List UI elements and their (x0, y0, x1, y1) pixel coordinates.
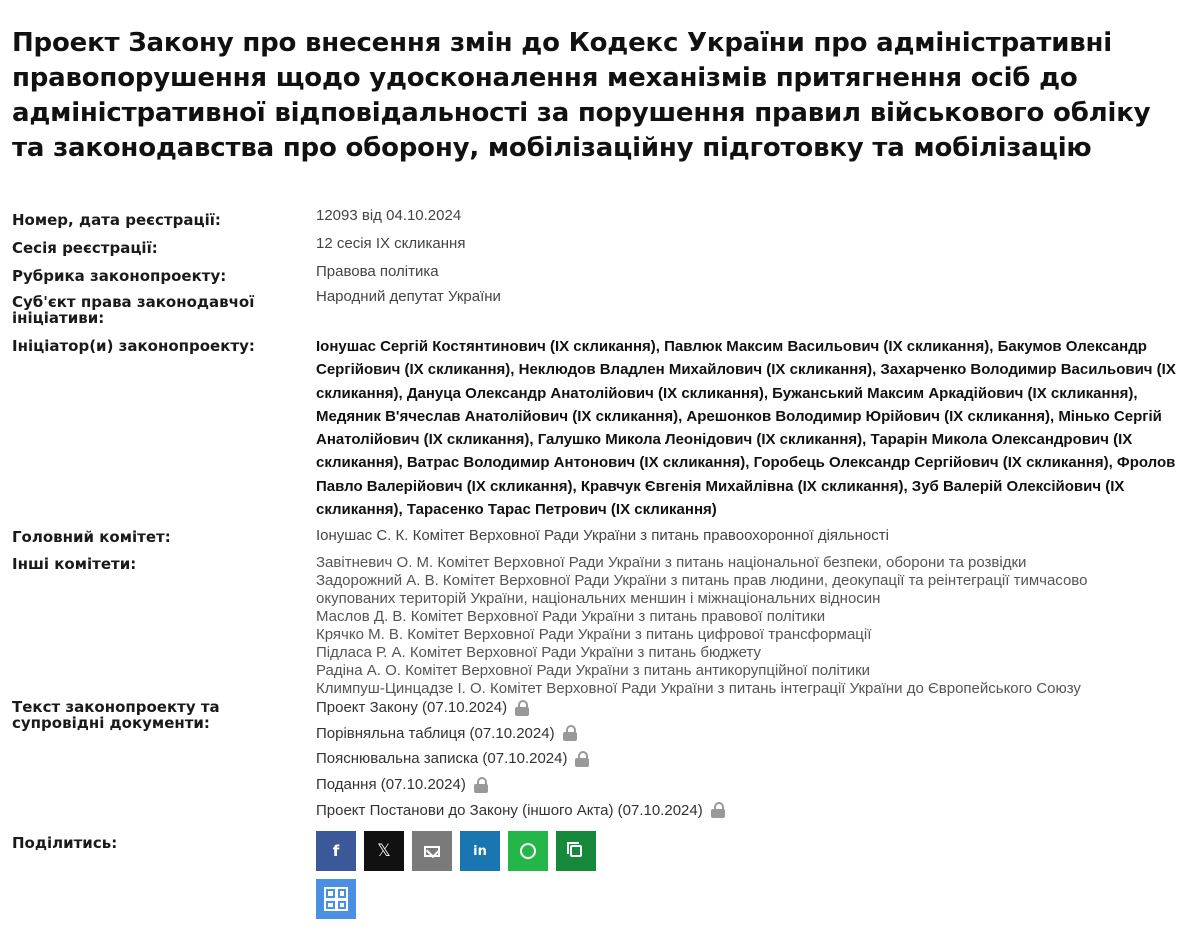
document-link[interactable] (316, 772, 1189, 798)
other-committees-label: Інші комітети: (12, 555, 137, 573)
rubric-label: Рубрика законопроекту: (12, 267, 227, 285)
subject-value: Народний депутат України (316, 288, 501, 305)
share-buttons (316, 831, 616, 927)
subject-row (12, 288, 1189, 335)
documents-label: Текст законопроекту та супровідні документи: (12, 698, 220, 732)
document-name[interactable]: Проект Постанови до Закону (іншого Акта) (07.10.2024) (316, 801, 703, 819)
facebook-icon: f (332, 842, 340, 860)
share-linkedin-button[interactable] (460, 831, 500, 871)
lock-icon (575, 751, 589, 767)
committee-item: Підласа Р. А. Комітет Верховної Ради України з питань бюджету (316, 644, 762, 661)
committee-item: Маслов Д. В. Комітет Верховної Ради України з питань правової політики (316, 608, 826, 625)
main-committee-value: Іонушас С. К. Комітет Верховної Ради України з питань правоохоронної діяльності (316, 527, 889, 544)
qr-code-button[interactable] (316, 879, 356, 919)
share-facebook-button[interactable] (316, 831, 356, 871)
document-link[interactable] (316, 721, 1189, 747)
main-committee-row (12, 527, 1189, 554)
document-link[interactable] (316, 797, 1189, 823)
bill-details (12, 208, 1189, 927)
session-label: Сесія реєстрації: (12, 239, 158, 257)
other-committees-list (316, 554, 1189, 698)
committee-item: окупованих територій України, національних меншин і міжнаціональних відносин (316, 590, 881, 607)
share-x-button[interactable] (364, 831, 404, 871)
lock-icon (515, 700, 529, 716)
initiators-value[interactable]: Іонушас Сергій Костянтинович (IX скликання), Павлюк Максим Васильович (IX скликання), Бакумов Олександр Сергійович (IX скликання), Неклюдов Владлен Михайлович (IX скликання), Захарченко Володимир Васильович (IX скликання), Дануца Олександр Анатолійович (IX скликання), Бужанський Максим Аркадійович (IX скликання), Медяник В'ячеслав Анатолійович (IX скликання), Арешонков Володимир Юрійович (IX скликання), Мінько Сергій Анатолійович (IX скликання), Галушко Микола Леонідович (IX скликання), Тарарін Микола Олександрович (IX скликання), Ватрас Володимир Антонович (IX скликання), Горобець Олександр Сергійович (IX скликання), Фролов Павло Валерійович (IX скликання), Кравчук Євгенія Михайлівна (IX скликання), Зуб Валерій Олексійович (IX скликання), Тарасенко Тарас Петрович (IX скликання) (316, 338, 1176, 519)
x-icon: 𝕏 (377, 841, 391, 861)
lock-icon (563, 725, 577, 741)
subject-label: Суб'єкт права законодавчої ініціативи: (12, 293, 255, 327)
copy-icon (570, 845, 582, 857)
document-name[interactable]: Пояснювальна записка (07.10.2024) (316, 750, 568, 768)
share-whatsapp-button[interactable] (508, 831, 548, 871)
share-email-button[interactable] (412, 831, 452, 871)
whatsapp-icon (520, 843, 536, 859)
email-icon (424, 846, 440, 857)
documents-row (12, 697, 1189, 833)
committee-item: Завітневич О. М. Комітет Верховної Ради України з питань національної безпеки, оборони та розвідки (316, 554, 1027, 571)
lock-icon (474, 777, 488, 793)
rubric-value: Правова політика (316, 263, 439, 280)
committee-item: Задорожний А. В. Комітет Верховної Ради України з питань прав людини, деокупації та реінтеграції тимчасово (316, 572, 1088, 589)
document-name[interactable]: Подання (07.10.2024) (316, 776, 466, 794)
document-link[interactable] (316, 746, 1189, 772)
initiators-label: Ініціатор(и) законопроекту: (12, 337, 255, 355)
documents-list (316, 695, 1189, 823)
main-committee-label: Головний комітет: (12, 528, 171, 546)
document-link[interactable] (316, 695, 1189, 721)
registration-label: Номер, дата реєстрації: (12, 211, 221, 229)
other-committees-row (12, 554, 1189, 697)
copy-link-button[interactable] (556, 831, 596, 871)
registration-value: 12093 від 04.10.2024 (316, 207, 462, 224)
committee-item: Климпуш-Цинцадзе І. О. Комітет Верховної Ради України з питань інтеграції України до Європейського Союзу (316, 680, 1081, 697)
document-name[interactable]: Проект Закону (07.10.2024) (316, 699, 508, 717)
linkedin-icon: in (473, 843, 487, 859)
session-value: 12 сесія IX скликання (316, 235, 466, 252)
share-row (12, 833, 1189, 927)
document-name[interactable]: Порівняльна таблиця (07.10.2024) (316, 724, 555, 742)
qr-code-icon (326, 889, 346, 909)
lock-icon (711, 802, 725, 818)
share-label: Поділитись: (12, 834, 118, 852)
committee-item: Крячко М. В. Комітет Верховної Ради України з питань цифрової трансформації (316, 626, 872, 643)
page-title: Проект Закону про внесення змін до Кодекс України про адміністративні правопорушення щодо удосконалення механізмів притягнення осіб до адміністративної відповідальності за порушення правил військового обліку та законодавства про оборону, мобілізаційну підготовку та мобілізацію (12, 28, 1151, 163)
initiators-row (12, 335, 1189, 527)
committee-item: Радіна А. О. Комітет Верховної Ради України з питань антикорупційної політики (316, 662, 871, 679)
